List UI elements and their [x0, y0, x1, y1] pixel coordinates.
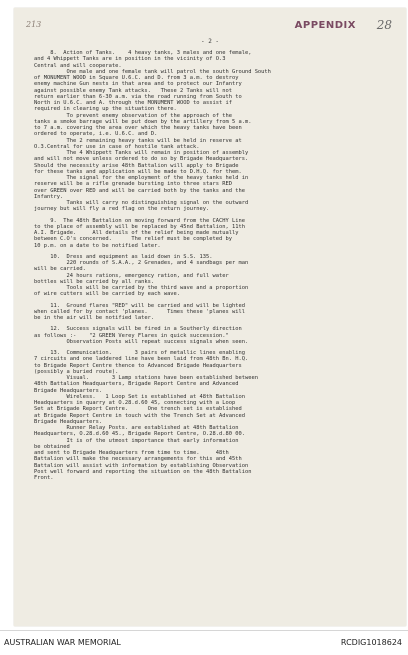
- text-line: Headquarters, O.28.d.60 45., Brigade Report Centre, O.28.d.80 00.: [34, 431, 245, 438]
- text-line: at Brigade Report Centre in touch with the Trench Set at Advanced: [34, 412, 245, 419]
- text-line: Post well forward and reporting the situation on the 48th Battalion: [34, 468, 252, 475]
- text-line: (possibly a buried route).: [34, 368, 119, 375]
- footer-record-id: RCDIG1018624: [340, 638, 402, 647]
- text-line: Central and will cooperate.: [34, 62, 122, 69]
- text-line: bottles will be carried by all ranks.: [34, 278, 155, 285]
- text-line: North in U.6.C. and A. through the MONUMENT WOOD to assist if: [34, 100, 232, 106]
- text-line: 220 rounds of S.A.A., 2 Grenades, and 4 sandbags per man: [34, 260, 249, 266]
- text-line: Wireless. 1 Loop Set is established at 48th Battalion: [34, 393, 245, 400]
- text-line: 24 hours rations, emergency ration, and full water: [34, 272, 229, 279]
- text-line: be obtained: [34, 443, 70, 450]
- text-line: reserve will be a rifle grenade bursting into three stars RED: [34, 181, 232, 188]
- text-line: Headquarters in quarry at O.28.d.60 45, connecting with a Loop: [34, 400, 236, 406]
- paragraph: [34, 326, 394, 345]
- text-line: 48th Battalion Headquarters, Brigade Report Centre and Advanced: [34, 381, 239, 388]
- paragraph: [34, 50, 394, 213]
- text-line: Infantry.: [34, 193, 64, 200]
- text-line: when called for by contact 'planes. Times these 'planes will: [34, 308, 245, 315]
- text-line: Front.: [34, 475, 54, 481]
- footer-institution: AUSTRALIAN WAR MEMORIAL: [4, 638, 121, 647]
- text-line: to 7 a.m. covering the area over which the heavy tanks have been: [34, 125, 242, 131]
- text-line: will be carried.: [34, 266, 86, 273]
- text-line: Brigade Headquarters.: [34, 387, 103, 394]
- text-line: between C.O's concerned. The relief must be completed by: [34, 236, 232, 243]
- paragraph: [34, 350, 394, 481]
- text-line: To prevent enemy observation of the approach of the: [34, 112, 232, 119]
- text-line: O.3.Central for use in case of hostile tank attack.: [34, 143, 200, 150]
- page-number: - 2 -: [200, 38, 220, 45]
- text-line: One male and one female tank will patrol the south Ground South: [34, 68, 271, 75]
- document-page: [14, 8, 406, 626]
- text-line: return earlier than 6-30 a.m. via the road running from South to: [34, 93, 242, 100]
- text-line: and 4 Whippett Tanks are in position in the vicinity of O.3: [34, 56, 226, 63]
- text-line: The 4 Whippett Tanks will remain in position of assembly: [34, 150, 249, 156]
- text-line: 7 circuits and one laddered line have been laid from 48th Bn. H.Q.: [34, 356, 249, 363]
- text-line: and sent to Brigade Headquarters from time to time. 48th: [34, 450, 229, 456]
- text-line: Brigade Headquarters.: [34, 418, 103, 425]
- text-line: Battalion will make the necessary arrangements for this and 45th: [34, 456, 242, 463]
- document-body: [34, 50, 394, 481]
- handwritten-sheet-number: 28: [376, 18, 392, 32]
- text-line: enemy machine Gun nests in that area and to protect our Infantry: [34, 81, 242, 88]
- text-line: journey but will fly a red flag on the return journey.: [34, 206, 210, 213]
- text-line: to the place of assembly will be replaced by 45nd Battalion, 11th: [34, 223, 245, 230]
- archive-footer: [0, 630, 408, 655]
- text-line: Tanks will carry no distinguishing signal on the outward: [34, 200, 249, 206]
- text-line: A.I. Brigade. All details of the relief being made mutually: [34, 230, 239, 236]
- text-line: The 2 remaining heavy tanks will be held in reserve at: [34, 137, 242, 144]
- text-line: Observation Posts will repeat success signals when seen.: [34, 338, 249, 345]
- text-line: Set at Brigade Report Centre. One trench set is established: [34, 406, 242, 413]
- text-line: Visual. 3 Lamp stations have been established between: [34, 375, 258, 381]
- text-line: as follows :- "2 GREEN Verey Flares in quick succession.": [34, 332, 229, 339]
- text-line: 11. Ground flares "RED" will be carried and will be lighted: [34, 302, 245, 309]
- text-line: 12. Success signals will be fired in a Southerly direction: [34, 326, 242, 333]
- paragraph: [34, 254, 394, 298]
- text-line: Tools will be carried by the third wave and a proportion: [34, 285, 249, 291]
- folio-number: 213: [26, 20, 42, 29]
- text-line: It is of the utmost importance that early information: [34, 437, 239, 444]
- text-line: 13. Communication. 3 pairs of metallic lines enabling: [34, 350, 245, 356]
- text-line: The signal for the employment of the heavy tanks held in: [34, 175, 249, 181]
- text-line: of MONUMENT WOOD in Square U.6.C. and D. from 3 a.m. to destroy: [34, 75, 239, 81]
- text-line: be in the air will be notified later.: [34, 315, 155, 321]
- text-line: for these tanks and application will be made to D.H.Q. for them.: [34, 168, 242, 175]
- text-line: to Brigade Report Centre thence to Advanced Brigade Headquarters: [34, 362, 242, 369]
- paragraph: [34, 303, 394, 322]
- text-line: 10. Dress and equipment as laid down in S.S. 135.: [34, 253, 213, 260]
- text-line: Runner Relay Posts. are established at 48th Battalion: [34, 425, 239, 431]
- text-line: required in clearing up the situation there.: [34, 106, 177, 113]
- text-line: Should the necessity arise 48th Battalion will apply to Brigade: [34, 162, 239, 169]
- text-line: 9. The 48th Battalion on moving forward from the CACHY Line: [34, 217, 245, 224]
- text-line: 8. Action of Tanks. 4 heavy tanks, 3 males and one female,: [34, 50, 252, 56]
- text-line: 10 p.m. on a date to be notified later.: [34, 242, 161, 249]
- text-line: over GREEN over RED and will be carried both by the tanks and the: [34, 187, 245, 194]
- paragraph: [34, 218, 394, 249]
- text-line: of wire cutters will be carried by each wave.: [34, 291, 181, 298]
- appendix-stamp: APPENDIX: [294, 20, 356, 31]
- text-line: ordered to operate, i.e. U.6.C. and D.: [34, 131, 158, 138]
- text-line: Battalion will assist with information by establishing Observation: [34, 462, 249, 469]
- text-line: and will not move unless ordered to do so by Brigade Headquarters.: [34, 156, 249, 163]
- text-line: tanks a smoke barrage will be put down by the artillery from 5 a.m.: [34, 118, 252, 125]
- text-line: against possible enemy Tank attacks. These 2 Tanks will not: [34, 87, 232, 94]
